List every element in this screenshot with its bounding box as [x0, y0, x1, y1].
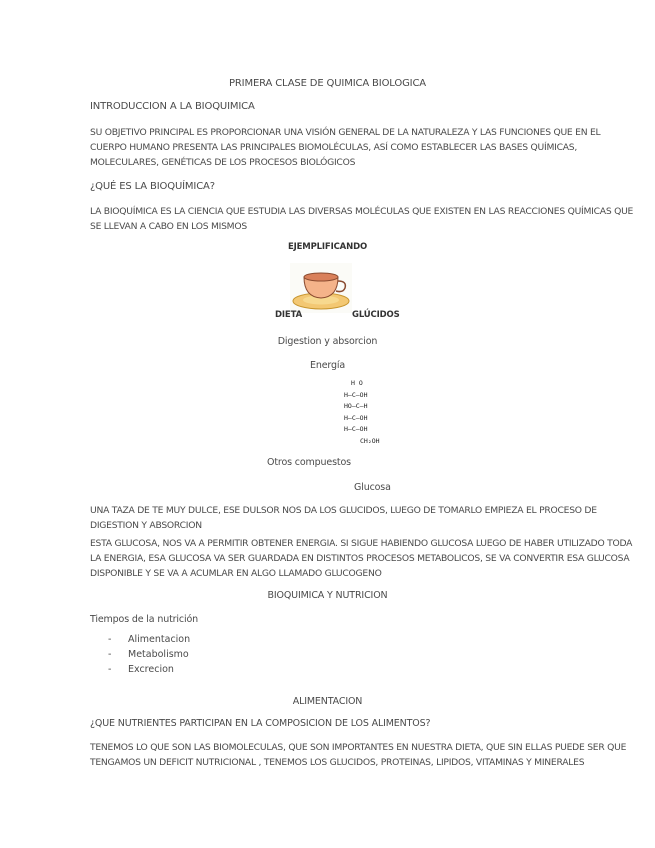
final-line: TENEMOS LO QUE SON LAS BIOMOLECULAS, QUE SON IMPORTANTES EN NUESTRA DIETA, QUE SIN ELLAS PUEDE SER QUE [90, 742, 627, 753]
list-item: - Alimentacion [108, 634, 191, 645]
taza-line: UNA TAZA DE TE MUY DULCE, ESE DULSOR NOS DA LOS GLUCIDOS, LUEGO DE TOMARLO EMPIEZA EL PROCESO DE [90, 505, 597, 516]
digestion-label: Digestion y absorcion [277, 336, 378, 347]
list-item: - Excrecion [108, 664, 174, 675]
intro-line: SU OBJETIVO PRINCIPAL ES PROPORCIONAR UNA VISIÓN GENERAL DE LA NATURALEZA Y LAS FUNCIONES QUE EN EL [90, 127, 601, 138]
glucose-row: H—C—OH [344, 425, 368, 433]
glucosa-paragraph [90, 536, 632, 581]
tiempos-label: Tiempos de la nutrición [90, 614, 198, 625]
que-es-paragraph [90, 204, 633, 234]
ejemplificando-label: EJEMPLIFICANDO [287, 242, 368, 252]
list-item-label: Alimentacion [128, 634, 191, 645]
otros-compuestos-label: Otros compuestos [267, 457, 351, 468]
list-item-label: Excrecion [128, 664, 174, 675]
que-es-heading: ¿QUÉ ES LA BIOQUÍMICA? [90, 181, 215, 192]
nutrientes-question: ¿QUE NUTRIENTES PARTICIPAN EN LA COMPOSICION DE LOS ALIMENTOS? [90, 718, 431, 729]
glucose-row: H—C—OH [344, 390, 368, 399]
que-es-line: SE LLEVAN A CABO EN LOS MISMOS [90, 221, 247, 232]
bioquimica-nutricion-heading: BIOQUIMICA Y NUTRICION [267, 590, 388, 601]
tea-cup-illustration [290, 263, 352, 313]
glucosa-label: Glucosa [354, 482, 391, 493]
alimentacion-heading: ALIMENTACION [292, 696, 363, 707]
intro-paragraph [90, 125, 600, 170]
dieta-label: DIETA [275, 310, 302, 320]
glucose-row: HO—C—H [344, 402, 368, 410]
glucose-top: H O [351, 379, 363, 387]
glucose-structure [344, 378, 394, 447]
list-item: - Metabolismo [108, 649, 189, 660]
glucose-row: CH₂OH [360, 436, 380, 445]
intro-line: MOLECULARES, GENÉTICAS DE LOS PROCESOS BIOLÓGICOS [90, 157, 356, 168]
glucose-row: H—C—OH [344, 413, 368, 422]
glucidos-label: GLÚCIDOS [352, 310, 400, 320]
intro-line: CUERPO HUMANO PRESENTA LAS PRINCIPALES BIOMOLÉCULAS, ASÍ COMO ESTABLECER LAS BASES QUÍMICAS, [90, 142, 578, 153]
que-es-line: LA BIOQUÍMICA ES LA CIENCIA QUE ESTUDIA LAS DIVERSAS MOLÉCULAS QUE EXISTEN EN LAS REACCIONES QUÍMICAS QUE [90, 206, 634, 217]
intro-heading: INTRODUCCION A LA BIOQUIMICA [90, 101, 255, 112]
taza-line: DIGESTION Y ABSORCION [90, 520, 202, 531]
glucosa-line: DISPONIBLE Y SE VA A ACUMLAR EN ALGO LLAMADO GLUCOGENO [90, 568, 382, 579]
list-item-label: Metabolismo [128, 649, 189, 660]
final-line: TENGAMOS UN DEFICIT NUTRICIONAL , TENEMOS LOS GLUCIDOS, PROTEINAS, LIPIDOS, VITAMINAS Y MINERALES [90, 757, 585, 768]
taza-paragraph [90, 503, 597, 533]
page-title: PRIMERA CLASE DE QUIMICA BIOLOGICA [228, 78, 426, 89]
final-paragraph [90, 740, 626, 770]
glucosa-line: LA ENERGIA, ESA GLUCOSA VA SER GUARDADA EN DISTINTOS PROCESOS METABOLICOS, SE VA CONVERTIR ESA GLUCOSA [90, 553, 630, 564]
energia-label: Energía [309, 360, 346, 371]
glucosa-line: ESTA GLUCOSA, NOS VA A PERMITIR OBTENER ENERGIA. SI SIGUE HABIENDO GLUCOSA LUEGO DE HABER UTILIZADO TODA [90, 538, 633, 549]
tiempos-list [108, 632, 190, 677]
